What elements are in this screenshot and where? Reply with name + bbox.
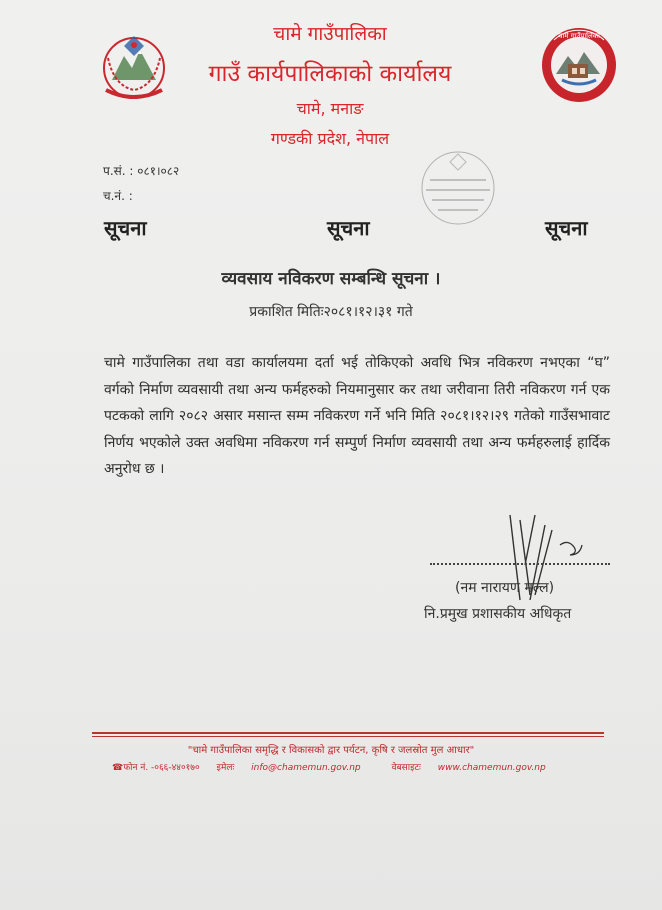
footer-rule-thin xyxy=(92,736,604,737)
notice-heading-center: सूचना xyxy=(327,216,370,240)
published-date: प्रकाशित मितिः२०८१।१२।३१ गते xyxy=(249,304,413,320)
footer-motto: "चामे गाउँपालिका समृद्धि र विकासको द्वार पर्यटन, कृषि र जलस्रोत मुल आधार" xyxy=(187,745,475,756)
office-location: चामे, मनाङ xyxy=(296,99,364,118)
email-label: इमेलः xyxy=(216,763,235,773)
dispatch-number: च.नं. : xyxy=(103,189,133,203)
notice-heading-right: सूचना xyxy=(545,216,588,240)
municipality-name: चामे गाउँपालिका xyxy=(273,23,387,45)
signature-line xyxy=(430,563,610,565)
website-group xyxy=(392,763,560,773)
svg-text:चामे गाउँपालिका: चामे गाउँपालिका xyxy=(558,32,600,40)
notice-subject: व्यवसाय नविकरण सम्बन्धि सूचना । xyxy=(221,269,441,289)
phone-number: ☎फोन नं. -०६६-४४०१७० xyxy=(112,763,200,773)
footer-contact xyxy=(112,760,574,773)
office-stamp-icon xyxy=(408,148,508,228)
signatory-title: नि.प्रमुख प्रशासकीय अधिकृत xyxy=(424,606,572,622)
email-group xyxy=(217,763,375,773)
office-name: गाउँ कार्यपालिकाको कार्यालय xyxy=(208,61,452,87)
email-link[interactable]: info@chamemun.gov.np xyxy=(251,763,361,773)
signatory-name: (नम नारायण मल्ल) xyxy=(455,580,555,596)
footer-rule xyxy=(92,732,604,734)
municipality-logo-icon xyxy=(540,26,618,104)
notice-body: चामे गाउँपालिका तथा वडा कार्यालयमा दर्ता भई तोकिएको अवधि भित्र नविकरण नभएका “घ” वर्गको निर्माण व्यवसायी तथा अन्य फर्महरुको नियमानुसार कर तथा जरीवाना तिरी नविकरण गर्न एक पटकको लागि २०८२ असार मसान्त सम्म नविकरण गर्ने भनि मिति २०८१।१२।२९ गतेको गाउँसभावाट निर्णय भएकोले उक्त अवधिमा नविकरण गर्न सम्पुर्ण निर्माण व्यवसायी तथा अन्य फर्महरुलाई हार्दिक अनुरोध छ । xyxy=(104,355,610,477)
website-label: वेबसाइटः xyxy=(391,763,421,773)
notice-heading-left: सूचना xyxy=(104,216,147,240)
website-link[interactable]: www.chamemun.gov.np xyxy=(437,763,546,773)
province-country: गण्डकी प्रदेश, नेपाल xyxy=(270,129,390,148)
reference-number: प.सं. : ०८१।०८२ xyxy=(103,164,180,178)
